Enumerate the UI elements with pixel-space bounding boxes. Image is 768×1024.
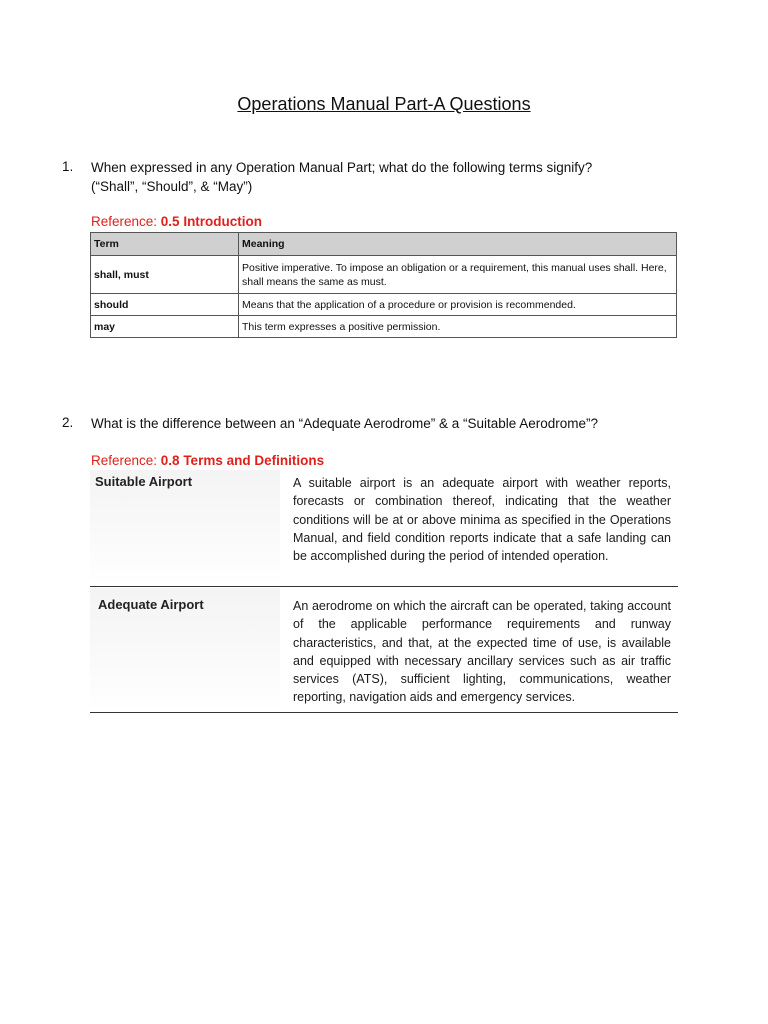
term-cell: should (91, 294, 239, 316)
question-1-line-1: When expressed in any Operation Manual Part; what do the following terms signify? (91, 160, 593, 175)
table-row (91, 316, 677, 338)
question-2-reference (91, 453, 324, 468)
reference-section: 0.5 Introduction (160, 214, 263, 229)
definition-text: A suitable airport is an adequate airport with weather reports, forecasts or combination thereof, indicating that the weather conditions will be at or above minima as specified in the Operations Manual, and field condition reports indicate that a safe landing can be accomplished during the period of intended operation. (293, 476, 671, 564)
table-row (91, 256, 677, 294)
header-term: Term (91, 233, 239, 256)
definition-divider (90, 712, 678, 713)
definition-divider (90, 586, 678, 587)
question-1-number: 1. (62, 159, 74, 174)
page-title: Operations Manual Part-A Questions (237, 94, 531, 114)
header-meaning: Meaning (239, 233, 677, 256)
question-1-text (91, 158, 691, 196)
reference-section: 0.8 Terms and Definitions (160, 453, 325, 468)
question-1-line-2: (“Shall”, “Should”, & “May”) (91, 179, 253, 194)
reference-label: Reference: (91, 214, 161, 229)
question-1-reference (91, 214, 262, 229)
definition-term: Suitable Airport (95, 474, 193, 489)
meaning-cell: Means that the application of a procedure or provision is recommended. (239, 294, 677, 316)
definition-term: Adequate Airport (98, 597, 204, 612)
reference-label: Reference: (91, 453, 161, 468)
term-cell: shall, must (91, 256, 239, 294)
definition-text: An aerodrome on which the aircraft can be operated, taking account of the applicable performance requirements and runway characteristics, and that, at the expected time of use, is available and equipped with necessary ancillary services such as air traffic services (ATS), sufficient lighting, communications, weather reporting, navigation aids and emergency services. (293, 599, 671, 705)
definitions-block (90, 470, 678, 715)
meaning-cell: Positive imperative. To impose an obligation or a requirement, this manual uses shall. Here, shall means the same as must. (239, 256, 677, 294)
question-2-text: What is the difference between an “Adequate Aerodrome” & a “Suitable Aerodrome”? (91, 416, 599, 431)
question-2-number: 2. (62, 415, 74, 430)
terms-table (90, 232, 677, 338)
meaning-cell: This term expresses a positive permission. (239, 316, 677, 338)
term-cell: may (91, 316, 239, 338)
table-row (91, 294, 677, 316)
table-header-row (91, 233, 677, 256)
